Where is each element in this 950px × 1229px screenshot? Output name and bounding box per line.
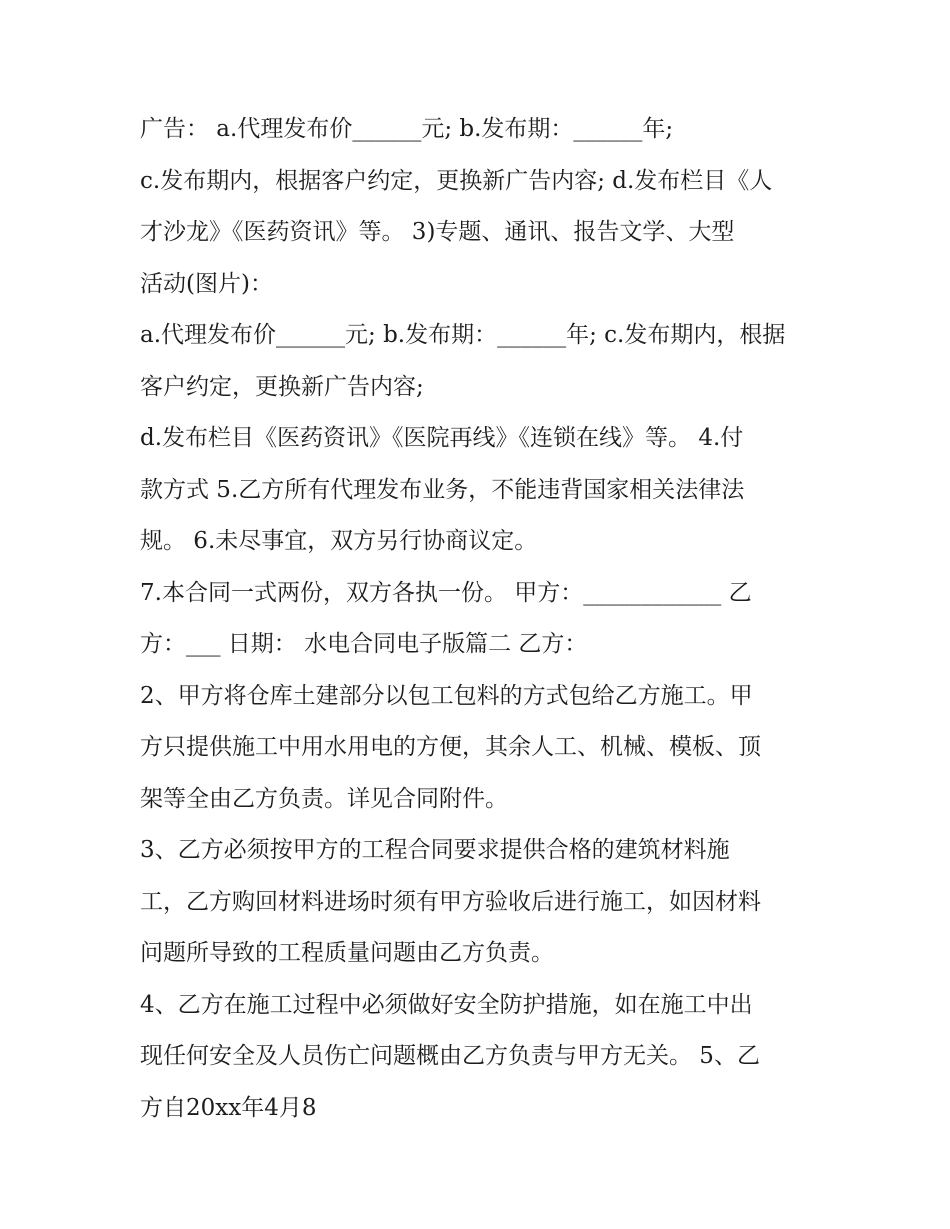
- text-line: 架等全由乙方负责。详见合同附件。: [140, 785, 508, 812]
- text-line: 4、乙方在施工过程中必须做好安全防护措施，如在施工中出: [140, 991, 753, 1018]
- text-line: 款方式 5.乙方所有代理发布业务，不能违背国家相关法律法: [140, 476, 745, 503]
- text-line: 方只提供施工中用水用电的方便，其余人工、机械、模板、顶: [140, 734, 761, 760]
- text-line: 工，乙方购回材料进场时须有甲方验收后进行施工，如因材料: [140, 888, 761, 915]
- text-line: 活动(图片)：: [140, 270, 273, 297]
- text-line: 方：___ 日期： 水电合同电子版篇二 乙方：: [140, 631, 588, 657]
- text-line: 广告： a.代理发布价______元; b.发布期：______年;: [140, 116, 674, 142]
- text-line: 问题所导致的工程质量问题由乙方负责。: [140, 940, 554, 966]
- text-line: 方自20xx年4月8: [140, 1094, 317, 1121]
- text-line: 规。 6.未尽事宜，双方另行协商议定。: [140, 528, 538, 554]
- text-line: 7.本合同一式两份，双方各执一份。 甲方：____________ 乙: [140, 579, 752, 606]
- text-line: 3、乙方必须按甲方的工程合同要求提供合格的建筑材料施: [140, 837, 730, 863]
- text-line: c.发布期内，根据客户约定，更换新广告内容; d.发布栏目《人: [140, 167, 773, 194]
- text-line: 2、甲方将仓库土建部分以包工包料的方式包给乙方施工。甲: [140, 682, 753, 709]
- text-line: a.代理发布价______元; b.发布期：______年; c.发布期内，根据: [140, 322, 786, 348]
- text-line: 才沙龙》《医药资讯》等。 3)专题、通讯、报告文学、大型: [140, 219, 735, 245]
- text-line: 客户约定，更换新广告内容;: [140, 373, 424, 400]
- text-line: 现任何安全及人员伤亡问题概由乙方负责与甲方无关。 5、乙: [140, 1043, 760, 1069]
- text-line: d.发布栏目《医药资讯》《医院再线》《连锁在线》等。 4.付: [140, 425, 744, 451]
- document-body: [140, 104, 820, 1134]
